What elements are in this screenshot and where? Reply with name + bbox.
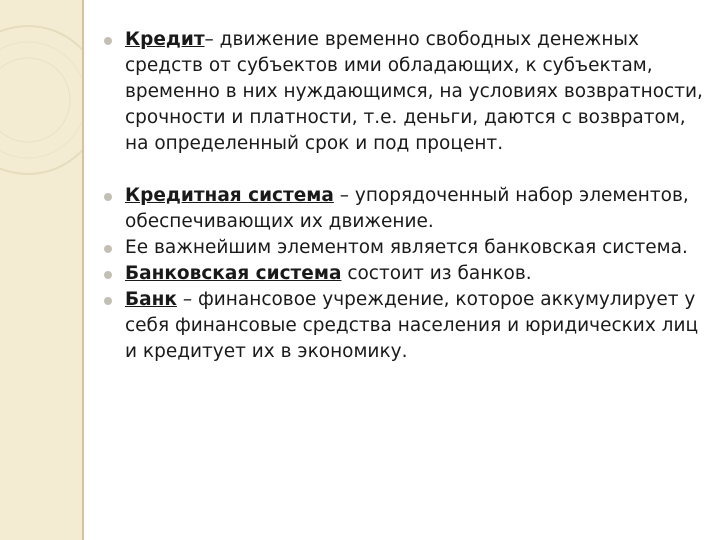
bullet-dot: [104, 245, 112, 253]
bullet-credit: [104, 27, 704, 157]
side-divider-line: [82, 0, 84, 540]
deco-circle-inner: [0, 58, 70, 142]
credit-definition: – движение временно свободных денежных средств от субъектов ими обладающих, к субъектам, временно в них нуждающимся, на условиях возвратности, срочности и платности, т.е. деньги, даются с возвратом, на определенный срок и под процент.: [125, 29, 703, 154]
paragraph-gap: [104, 157, 704, 183]
term-banking-system: Банковская система: [125, 263, 342, 284]
key-element-text: Ее важнейшим элементом является банковская система.: [125, 237, 688, 258]
bullet-dot: [104, 37, 112, 45]
deco-circle-outer: [0, 26, 84, 174]
bullet-banking-system: [104, 261, 704, 287]
bullet-bank: [104, 287, 704, 365]
term-credit-system: Кредитная система: [125, 185, 334, 206]
decorative-circles: [0, 0, 84, 200]
bullet-dot: [104, 193, 112, 201]
credit-system-definition: – упорядоченный набор элементов, обеспечивающих их движение.: [125, 185, 689, 232]
term-bank: Банк: [125, 289, 177, 310]
bullet-dot: [104, 271, 112, 279]
bank-definition: – финансовое учреждение, которое аккумулирует у себя финансовые средства населения и юридических лиц и кредитует их в экономику.: [125, 289, 699, 362]
bullet-dot: [104, 297, 112, 305]
deco-circle-middle: [0, 42, 84, 158]
banking-system-definition: состоит из банков.: [341, 263, 532, 284]
bullet-credit-system: [104, 183, 704, 235]
term-credit: Кредит: [125, 29, 205, 50]
bullet-key-element: [104, 235, 704, 261]
slide-content: [104, 27, 704, 365]
